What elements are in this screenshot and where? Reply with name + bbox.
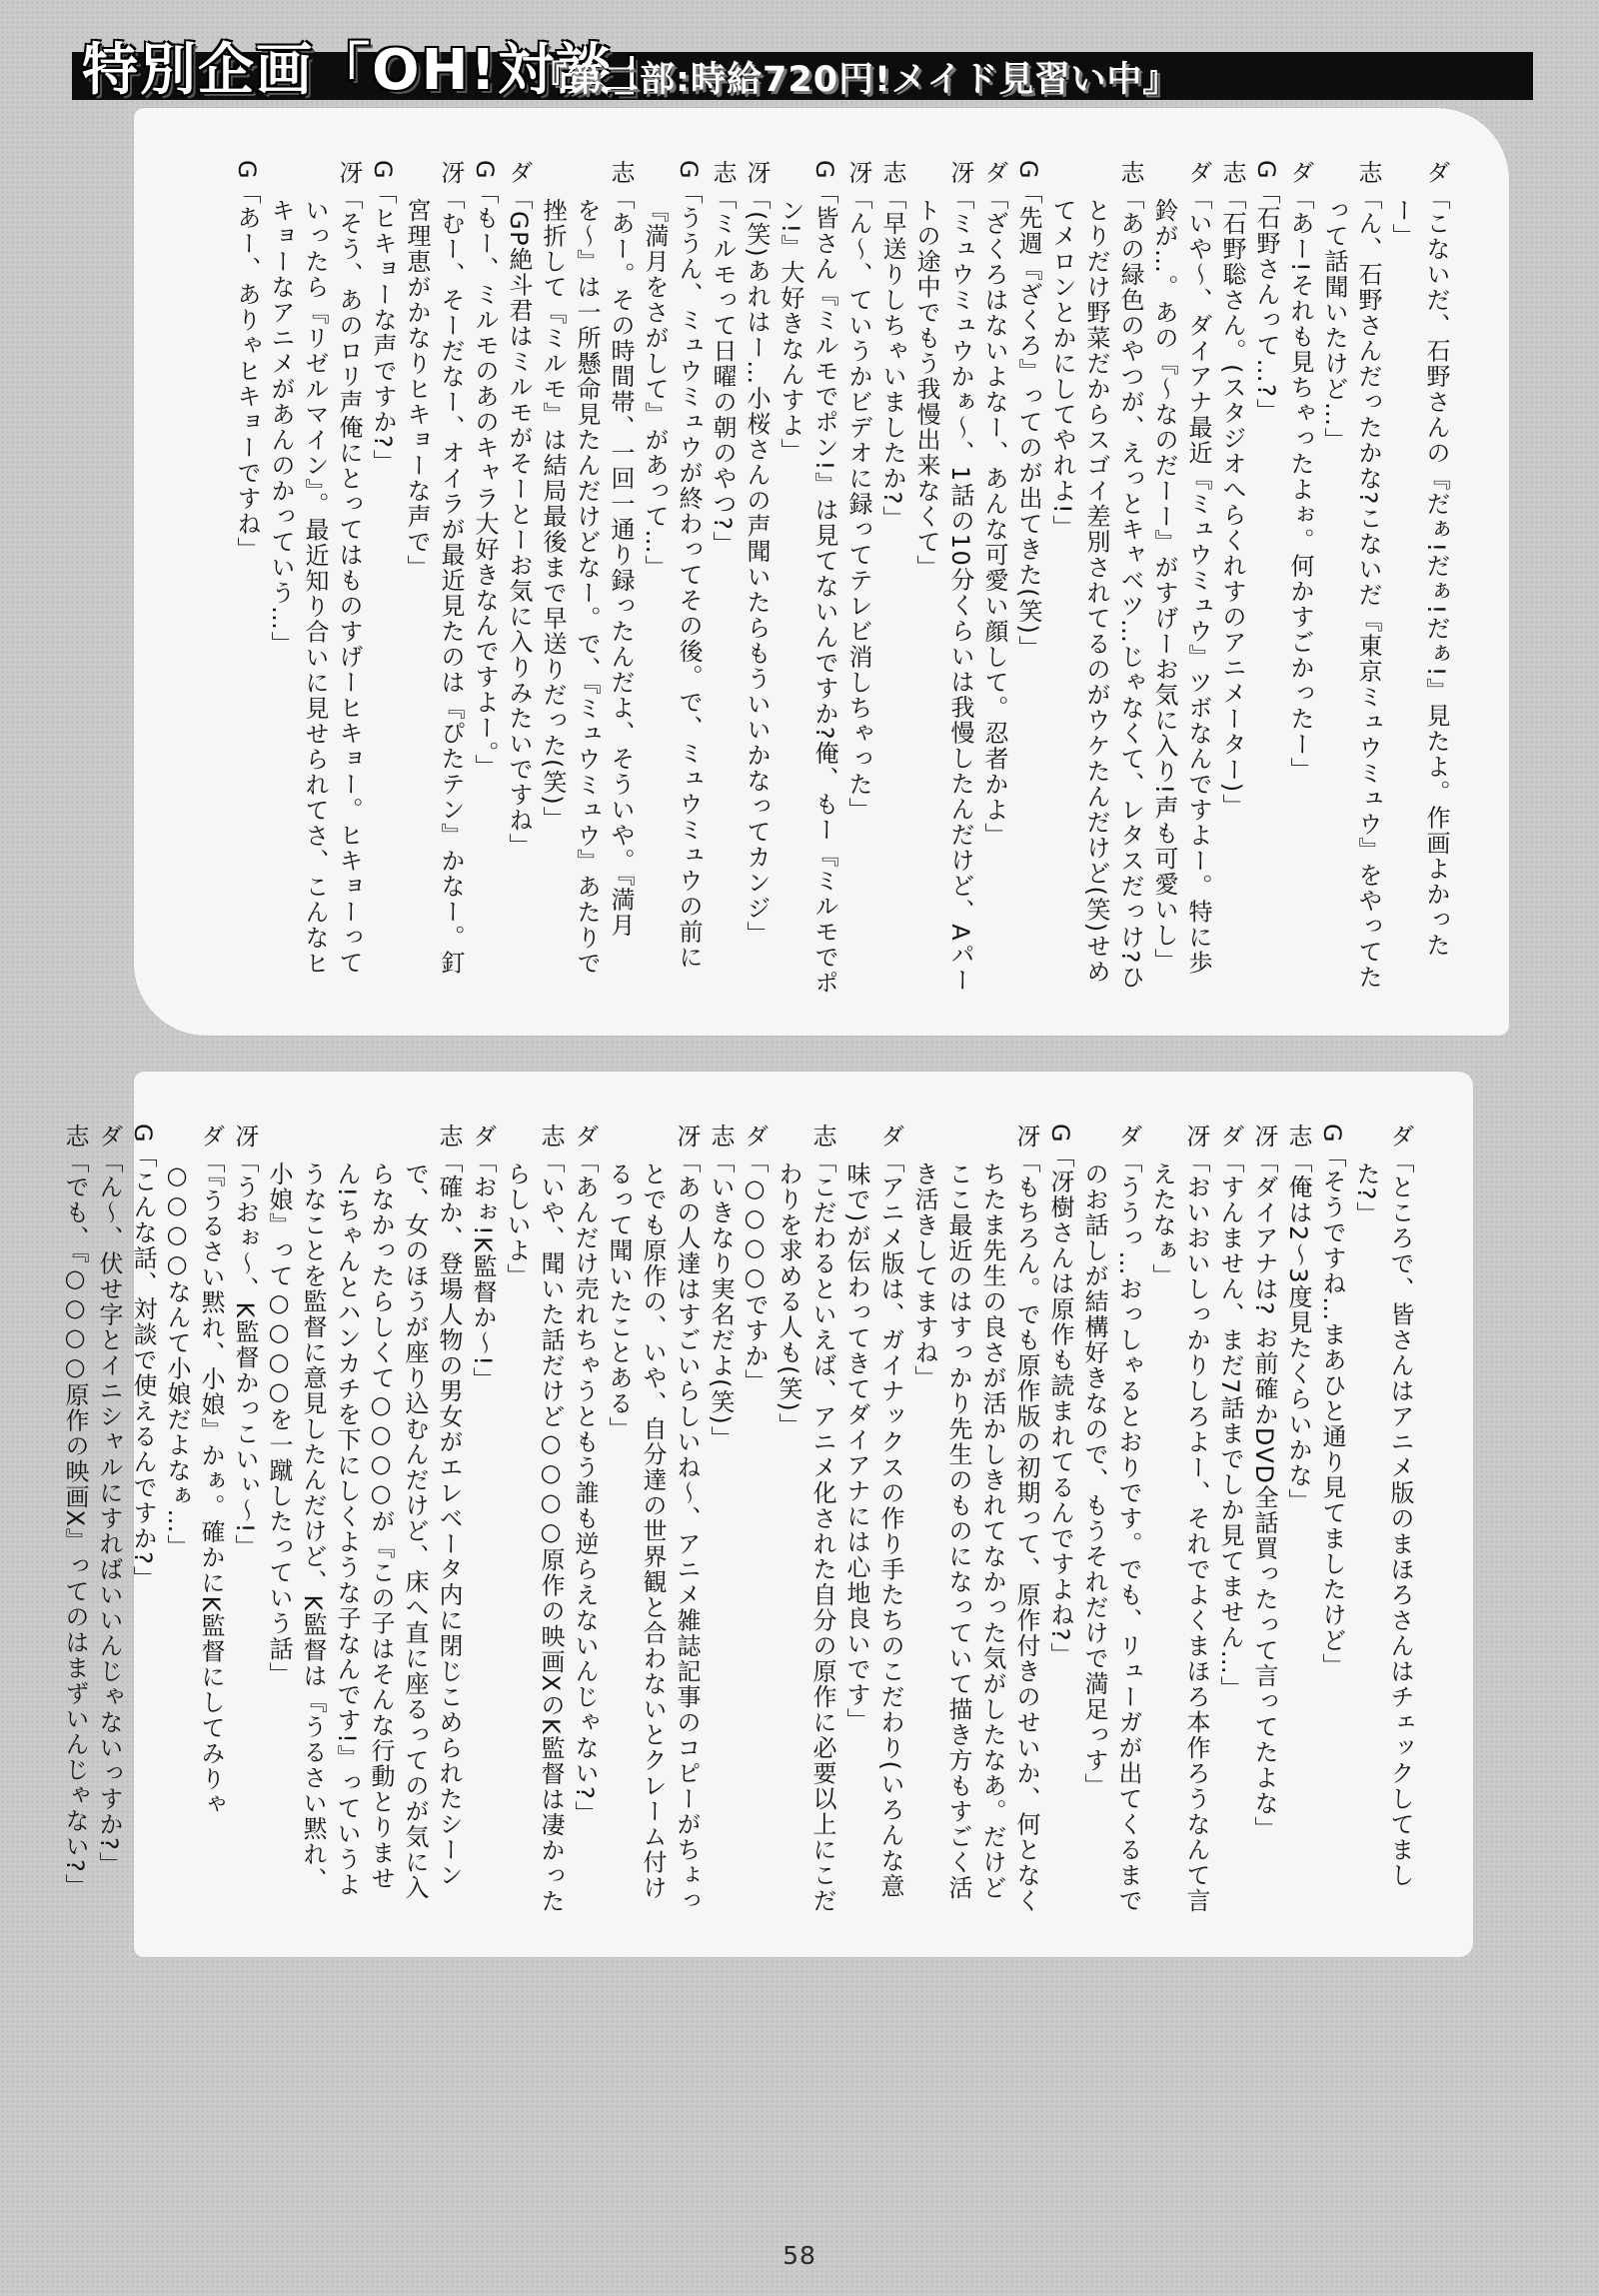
speaker-label: 冴 <box>673 1124 701 1149</box>
speaker-label: 冴 <box>844 160 872 186</box>
utterance-text: 「ダイアナは? お前確かDVD全話買ったって言ってたよな」 <box>1250 1148 1278 1842</box>
page-title: 特別企画「OH!対談」 <box>82 38 673 103</box>
utterance-text: 「ミルモって日曜の朝のやつ?」 <box>709 185 737 557</box>
speaker-label: ダ <box>1386 1124 1414 1149</box>
utterance-text: 「あの人達はすごいらしいね〜、アニメ雑誌記事のコピーがちょっとでも原作の、いや、自分達の世界観と合わないとクレーム付けるって聞いたことある」 <box>605 1148 701 1914</box>
dialogue-line <box>1247 1124 1281 1917</box>
utterance-text: 「そうですね…まあひと通り見てましたけど」 <box>1318 1144 1346 1679</box>
utterance-text: 「ミュウミュウかぁ〜、1話の10分くらいは我慢したんだけど、Aパートの途中でもう我慢出来なくて」 <box>912 185 974 994</box>
speaker-label: G <box>675 160 703 181</box>
dialogue-line <box>466 1124 500 1917</box>
dialogue-line <box>909 160 977 996</box>
speaker-label: 冴 <box>1250 1124 1278 1149</box>
speaker-label: ダ <box>505 160 533 186</box>
utterance-text: 「皆さん『ミルモでポン!』は見てないんですか?俺、もー『ミルモでポン!』大好きなんすよ」 <box>777 180 838 996</box>
speaker-label: 冴 <box>743 160 771 186</box>
utterance-text: 「こんな話、対談で使えるんですか?」 <box>129 1144 157 1591</box>
utterance-text: 「ううん、ミュウミュウが終わってその後。で、ミュウミュウの前に『満月をさがして』があって…」 <box>641 180 703 971</box>
speaker-label: ダ <box>980 160 1008 186</box>
speaker-label: G <box>810 160 838 181</box>
title-band <box>72 38 1533 103</box>
utterance-text: 「俺は2〜3度見たくらいかな」 <box>1284 1148 1312 1514</box>
utterance-text: 「うおぉ〜、K監督かっこいぃ〜!」 <box>231 1148 259 1560</box>
page-number: 58 <box>783 2241 816 2270</box>
dialogue-line <box>774 160 841 996</box>
utterance-text: 「むー、そーだなー、オイラが最近見たのは『ぴたテン』かなー。釘宮理恵がかなりヒキョーな声で」 <box>403 185 465 976</box>
dialogue-line <box>1249 160 1283 996</box>
utterance-text: 「『うるさい黙れ、小娘』かぁ。確かにK監督にしてみりゃ○○○○なんて小娘だよなぁ…」 <box>163 1148 225 1817</box>
utterance-text: 「ヒキョーな声ですか?」 <box>369 180 397 475</box>
speaker-label: 冴 <box>946 160 974 186</box>
utterance-text: 「あんだけ売れちゃうともう誰も逆らえないんじゃない?」 <box>571 1148 599 1826</box>
dialogue-line <box>500 1124 568 1917</box>
speaker-label: ダ <box>469 1124 497 1149</box>
utterance-text: 「○○○○ですか」 <box>741 1148 769 1394</box>
speaker-label: 冴 <box>1182 1124 1210 1149</box>
dialogue-line <box>638 160 706 996</box>
dialogue-line <box>58 1124 92 1917</box>
utterance-text: 「すんません、まだ7話までしか見てません…」 <box>1216 1148 1244 1701</box>
utterance-text: 「ん〜、伏せ字とイニシャルにすればいいんじゃないっすか?」 <box>95 1148 123 1877</box>
utterance-text: 「ん〜、ていうかビデオに録ってテレビ消しちゃった」 <box>844 185 872 823</box>
utterance-text: 「いきなり実名だよ(笑)」 <box>707 1148 735 1451</box>
utterance-text: 「先週『ざくろ』ってのが出てきた(笑)」 <box>1014 180 1042 661</box>
speaker-label: 志 <box>709 160 737 186</box>
dialogue-line <box>536 160 638 996</box>
dialogue-line <box>907 1124 1043 1917</box>
speaker-label: 志 <box>1116 160 1144 186</box>
dialogue-line <box>875 160 909 996</box>
dialogue-panel-upper <box>134 108 1509 1036</box>
dialogue-line <box>1281 1124 1315 1917</box>
dialogue-line <box>602 1124 704 1917</box>
speaker-label: G <box>1252 160 1280 181</box>
dialogue-line <box>228 1124 262 1917</box>
speaker-label: 志 <box>707 1124 735 1149</box>
speaker-label: 志 <box>808 1124 836 1149</box>
utterance-text: 「ん、石野さんだったかな?こないだ『東京ミュウミュウ』をやってたって話聞いたけど…」 <box>1320 185 1382 991</box>
dialogue-line <box>230 160 264 996</box>
dialogue-line <box>502 160 536 996</box>
utterance-text: 「いや、聞いた話だけど○○○○原作の映画XのK監督は凄かったらしいよ」 <box>503 1148 565 1914</box>
dialogue-line <box>1283 160 1317 996</box>
utterance-text: 「おいおいしっかりしろよー、それでよくまほろ本作ろうなんて言えたなぁ」 <box>1148 1148 1210 1914</box>
utterance-text: 「石野聡さん。(スタジオへらくれすのアニメーター)」 <box>1218 185 1246 820</box>
dialogue-line <box>1011 160 1045 996</box>
utterance-text: 「おぉ!K監督か〜!」 <box>469 1148 497 1392</box>
speaker-label: ダ <box>741 1124 769 1149</box>
dialogue-line <box>841 160 875 996</box>
utterance-text: 「冴樹さんは原作も読まれてるんですよね?」 <box>1046 1144 1074 1668</box>
speaker-label: 志 <box>1354 160 1382 186</box>
dialogue-line <box>92 1124 126 1917</box>
dialogue-line <box>264 160 366 996</box>
dialogue-line <box>772 1124 839 1917</box>
utterance-text: 「もー、ミルモのあのキャラ大好きなんですよー。」 <box>471 180 499 781</box>
utterance-text: 「いや〜、ダイアナ最近『ミュウミュウ』ツボなんですよー。特に歩鈴が…。あの『〜なのだーー』がすげーお気に入り!声も可愛いし」 <box>1150 185 1212 976</box>
speaker-label: ダ <box>1286 160 1314 186</box>
dialogue-line <box>126 1124 160 1917</box>
speaker-label: 冴 <box>437 160 465 186</box>
dialogue-line <box>1145 1124 1213 1917</box>
utterance-text: 「あー!それも見ちゃったよぉ。何かすごかったー」 <box>1286 185 1314 784</box>
speaker-label: 志 <box>607 160 635 186</box>
speaker-label: ダ <box>1184 160 1212 186</box>
page-subtitle: 『第二部:時給720円!メイド見習い中』 <box>532 60 1179 100</box>
speaker-label: 冴 <box>1012 1124 1040 1149</box>
dialogue-line <box>1213 1124 1247 1917</box>
dialogue-line <box>160 1124 228 1917</box>
dialogue-line <box>839 1124 907 1917</box>
speaker-label: 志 <box>537 1124 565 1149</box>
utterance-text: 「GP絶斗君はミルモがそーとーお気に入りみたいですね」 <box>505 185 533 860</box>
dialogue-line <box>468 160 502 996</box>
dialogue-line <box>1045 160 1147 996</box>
utterance-text: 「アニメ版は、ガイナックスの作り手たちのこだわり(いろんな意味で)が伝わってきてダイアナには心地良いです」 <box>842 1148 904 1899</box>
speaker-label: 志 <box>1218 160 1246 186</box>
dialogue-line <box>740 160 774 996</box>
speaker-label: G <box>1014 160 1042 181</box>
speaker-label: 志 <box>61 1124 89 1149</box>
speaker-label: G <box>471 160 499 181</box>
dialogue-line <box>1215 160 1249 996</box>
speaker-label: 冴 <box>335 160 363 186</box>
utterance-text: 「あー、ありゃヒキョーですね」 <box>233 180 261 563</box>
dialogue-line <box>1317 160 1385 996</box>
speaker-label: ダ <box>876 1124 904 1149</box>
utterance-text: 「早送りしちゃいましたか?」 <box>878 185 906 532</box>
dialogue-line <box>1147 160 1215 996</box>
dialogue-text-upper <box>150 160 1453 996</box>
dialogue-line <box>1385 160 1453 996</box>
speaker-label: ダ <box>1114 1124 1142 1149</box>
dialogue-line <box>400 160 468 996</box>
utterance-text: 「確か、登場人物の男女がエレベータ内に閉じこめられたシーンで、女のほうが座り込むんだけど、床へ直に座るってのが気に入らなかったらしくて○○○○が『この子はそんな行動とりません!ちゃんとハンカチを下にしくような子なんです!』っていうようなことを監督に意見したんだけど、K監督は『うるさい黙れ、小娘』って○○○○を一蹴したっていう話」 <box>265 1148 463 1901</box>
dialogue-line <box>1077 1124 1145 1917</box>
utterance-text: 「(笑)あれはー…小桜さんの声聞いたらもういいかなってカンジ」 <box>743 185 771 947</box>
speaker-label: G <box>129 1124 157 1145</box>
utterance-text: 「ところで、皆さんはアニメ版のまほろさんはチェックしてました?」 <box>1352 1148 1414 1888</box>
dialogue-line <box>977 160 1011 996</box>
dialogue-line <box>704 1124 738 1917</box>
dialogue-line <box>1349 1124 1417 1917</box>
speaker-label: ダ <box>571 1124 599 1149</box>
utterance-text: 「こないだ、石野さんの『だぁ!だぁ!だぁ!』見たよ。作画よかったー」 <box>1388 185 1450 959</box>
dialogue-panel-lower <box>61 1072 1473 1957</box>
speaker-label: 冴 <box>231 1124 259 1149</box>
utterance-text: 「こだわるといえば、アニメ化された自分の原作に必要以上にこだわりを求める人も(笑)」 <box>775 1148 836 1914</box>
utterance-text: 「でも、『○○○○原作の映画X』ってのはまずいんじゃない?」 <box>61 1148 89 1899</box>
speaker-label: 志 <box>435 1124 463 1149</box>
speaker-label: G <box>1318 1124 1346 1145</box>
dialogue-line <box>568 1124 602 1917</box>
speaker-label: G <box>1046 1124 1074 1145</box>
dialogue-line <box>738 1124 772 1917</box>
utterance-text: 「あー。その時間帯、一回一通り録ったんだよ、そういや。『満月を〜』は一所懸命見たんだけどなー。で、『ミュウミュウ』あたりで挫折して『ミルモ』は結局最後まで早送りだった(笑)」 <box>539 185 635 977</box>
speaker-label: G <box>369 160 397 181</box>
dialogue-line <box>366 160 400 996</box>
dialogue-text-lower <box>61 1124 1417 1917</box>
dialogue-line <box>1315 1124 1349 1917</box>
speaker-label: 志 <box>1284 1124 1312 1149</box>
utterance-text: 「もちろん。でも原作版の初期って、原作付きのせいか、何となくちたま先生の良さが活かしきれてなかった気がしたなあ。だけどここ最近のはすっかり先生のものになっていて描き方もすごく活き活きしてますね」 <box>910 1148 1040 1914</box>
dialogue-line <box>1043 1124 1077 1917</box>
speaker-label: 志 <box>878 160 906 186</box>
speaker-label: ダ <box>197 1124 225 1149</box>
speaker-label: ダ <box>1216 1124 1244 1149</box>
utterance-text: 「ざくろはないよなー、あんな可愛い顔して。忍者かよ」 <box>980 185 1008 849</box>
speaker-label: G <box>233 160 261 181</box>
speaker-label: ダ <box>1422 160 1450 186</box>
utterance-text: 「そう、あのロリ声俺にとってはものすげーヒキョー。ヒキョーっていったら『リゼルマイン』。最近知り合いに見せられてさ、こんなヒキョーなアニメがあんのかっていう…」 <box>267 185 363 977</box>
utterance-text: 「ううっ…おっしゃるとおりです。でも、リューガが出てくるまでのお話しが結構好きなので、もうそれだけで満足っす」 <box>1080 1148 1142 1914</box>
dialogue-line <box>262 1124 466 1917</box>
dialogue-line <box>706 160 740 996</box>
speaker-label: ダ <box>95 1124 123 1149</box>
utterance-text: 「石野さんって…?」 <box>1252 180 1280 424</box>
utterance-text: 「あの緑色のやつが、えっとキャベツ…じゃなくて、レタスだっけ?ひとりだけ野菜だからスゴイ差別されてるのがウケたんだけど(笑)せめてメロンとかにしてやれよ!」 <box>1048 185 1144 991</box>
